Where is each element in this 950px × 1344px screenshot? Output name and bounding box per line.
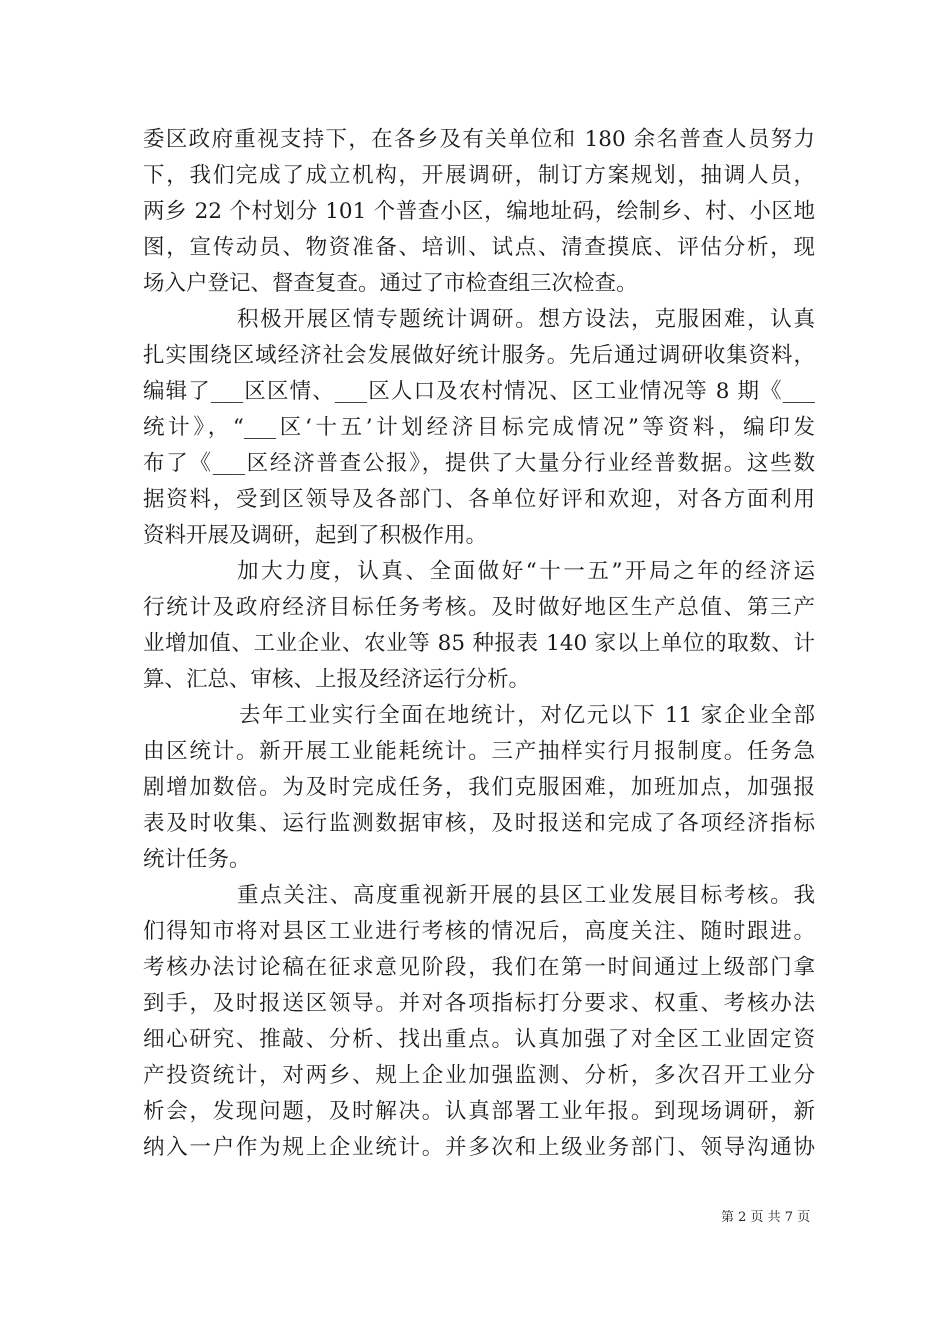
text-line: 资料开展及调研，起到了积极作用。: [143, 523, 488, 548]
text-line: 纳入一户作为规上企业统计。并多次和上级业务部门、领导沟通协: [143, 1135, 815, 1160]
paragraph-industry-stats: [143, 698, 815, 878]
text-line: 积极开展区情专题统计调研。想方设法，克服困难，认真: [237, 307, 815, 332]
paragraph-research: [143, 302, 815, 554]
text-line: 据资料，受到区领导及各部门、各单位好评和欢迎，对各方面利用: [143, 487, 815, 512]
text-line: 行统计及政府经济目标任务考核。及时做好地区生产总值、第三产: [143, 595, 815, 620]
text-line: 细心研究、推敲、分析、找出重点。认真加强了对全区工业固定资: [143, 1027, 815, 1052]
text-line: 两乡 22 个村划分 101 个普查小区，编地址码，绘制乡、村、小区地: [143, 199, 815, 224]
text-line: 算、汇总、审核、上报及经济运行分析。: [143, 667, 531, 692]
text-line: 统计》，“___区‘十五’计划经济目标完成情况”等资料，编印发: [143, 415, 815, 440]
paragraph-census: [143, 122, 815, 302]
page-number: 第 2 页 共 7 页: [721, 1210, 811, 1225]
text-line: 业增加值、工业企业、农业等 85 种报表 140 家以上单位的取数、计: [143, 631, 815, 656]
text-line: 图，宣传动员、物资准备、培训、试点、清查摸底、评估分析，现: [143, 235, 815, 260]
text-line: 们得知市将对县区工业进行考核的情况后，高度关注、随时跟进。: [143, 919, 815, 944]
text-line: 重点关注、高度重视新开展的县区工业发展目标考核。我: [237, 883, 815, 908]
text-line: 扎实围绕区域经济社会发展做好统计服务。先后通过调研收集资料，: [143, 343, 815, 368]
text-line: 委区政府重视支持下，在各乡及有关单位和 180 余名普查人员努力: [143, 127, 815, 152]
text-line: 加大力度，认真、全面做好“十一五”开局之年的经济运: [237, 559, 815, 584]
text-line: 到手，及时报送区领导。并对各项指标打分要求、权重、考核办法: [143, 991, 815, 1016]
text-line: 考核办法讨论稿在征求意见阶段，我们在第一时间通过上级部门拿: [143, 955, 815, 980]
text-line: 析会，发现问题，及时解决。认真部署工业年报。到现场调研，新: [143, 1099, 815, 1124]
document-body: [143, 122, 815, 1166]
text-line: 编辑了___区区情、___区人口及农村情况、区工业情况等 8 期《___: [143, 379, 815, 404]
text-line: 表及时收集、运行监测数据审核，及时报送和完成了各项经济指标: [143, 811, 815, 836]
text-line: 去年工业实行全面在地统计，对亿元以下 11 家企业全部: [239, 703, 815, 728]
paragraph-economic-stats: [143, 554, 815, 698]
paragraph-assessment: [143, 878, 815, 1166]
text-line: 由区统计。新开展工业能耗统计。三产抽样实行月报制度。任务急: [143, 739, 815, 764]
text-line: 剧增加数倍。为及时完成任务，我们克服困难，加班加点，加强报: [143, 775, 815, 800]
text-line: 布了《___区经济普查公报》，提供了大量分行业经普数据。这些数: [143, 451, 815, 476]
text-line: 场入户登记、督查复查。通过了市检查组三次检查。: [143, 271, 638, 296]
text-line: 下，我们完成了成立机构，开展调研，制订方案规划，抽调人员，: [143, 163, 815, 188]
text-line: 产投资统计，对两乡、规上企业加强监测、分析，多次召开工业分: [143, 1063, 815, 1088]
text-line: 统计任务。: [143, 847, 251, 872]
